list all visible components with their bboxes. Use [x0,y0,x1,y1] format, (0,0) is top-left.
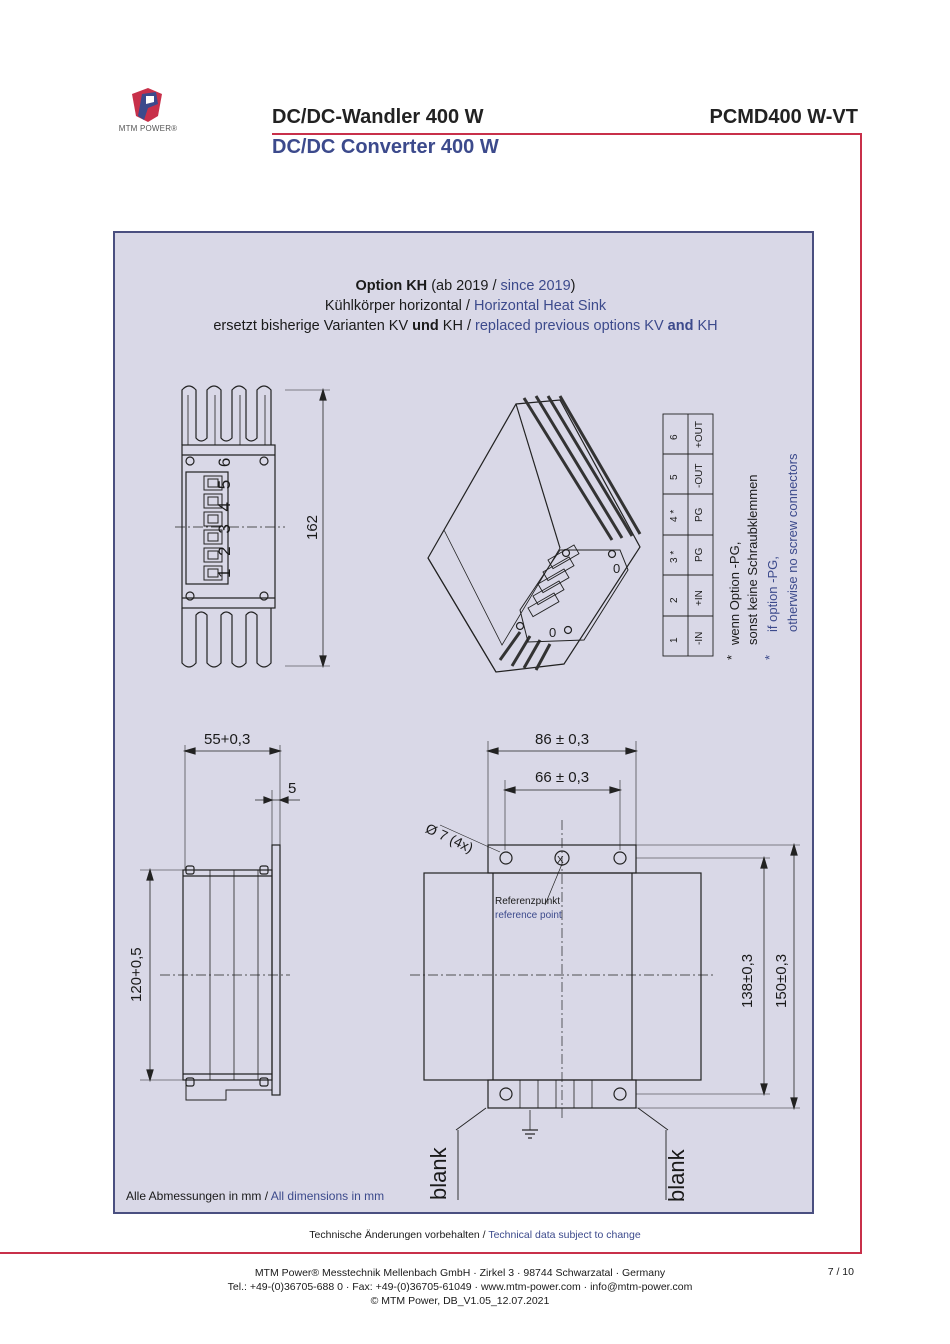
pin-6: 6 [669,434,680,440]
pin-3: 3 * [669,550,680,563]
note-de-2: sonst keine Schraubklemmen [745,474,760,645]
page-title-en: DC/DC Converter 400 W [272,136,499,158]
dim-162: 162 [304,514,321,540]
dim-front-outer-width: 86 ± 0,3 [535,731,590,748]
dim-front-inner-height: 138±0,3 [739,953,756,1008]
pin-fn-4: PG [694,507,705,522]
note-de-1: wenn Option -PG, [727,541,742,645]
iso-zero-b: 0 [549,625,557,640]
replaces-en-b: KH [697,318,718,334]
isometric-view [428,396,640,672]
option-paren-close: ) [570,278,576,294]
dim-side-height: 120+0,5 [128,947,145,1002]
pin-fn-5: -OUT [694,463,705,488]
terminal-numbers: 1 2 3 4 5 6 [215,453,234,578]
pin-5: 5 [669,474,680,480]
pin-1: 1 [669,637,680,643]
replaces-de-und: und [412,318,439,334]
dim-side-width: 55+0,3 [204,731,251,748]
ref-label-de: Referenzpunkt [495,896,561,907]
tech-note-en: Technical data subject to change [488,1229,641,1241]
page-footer [0,1266,920,1308]
option-label: Option KH [355,278,428,294]
footer-company: MTM Power® Messtechnik Mellenbach GmbH · Zirkel 3 · 98744 Schwarzatal · Germany [254,1267,666,1279]
replaces-de-a: ersetzt bisherige Varianten KV [213,318,409,334]
note-en-1: if option -PG, [765,556,780,632]
dimensions-note [126,1189,384,1203]
side-view [140,745,300,1100]
pin-fn-2: +IN [694,590,705,606]
pin-fn-6: +OUT [694,421,705,448]
heatsink-en: Horizontal Heat Sink [473,298,607,314]
pin-fn-3: PG [694,547,705,562]
page-title-de: DC/DC-Wandler 400 W [272,106,484,128]
dimensions-note-en: All dimensions in mm [270,1189,385,1203]
blank-right: blank [664,1149,689,1202]
dim-front-outer-height: 150±0,3 [773,953,790,1008]
ref-label-en: reference point [495,910,562,921]
footer-copyright: © MTM Power, DB_V1.05_12.07.2021 [370,1295,550,1307]
dim-side-flange: 5 [288,780,297,797]
replaces-en-and: and [667,318,694,334]
pin-table [663,414,713,656]
note-en-2: otherwise no screw connectors [785,453,800,632]
footer-contact: Tel.: +49-(0)36705-688 0 · Fax: +49-(0)36705-61049 · www.mtm-power.com · info@mtm-power.com [227,1281,693,1293]
dimensions-note-de: Alle Abmessungen in mm / [126,1189,269,1203]
dim-hole-diameter: Ø 7 (4x) [423,820,476,856]
blank-left: blank [426,1147,451,1200]
tech-note-de: Technische Änderungen vorbehalten / [309,1229,486,1241]
dim-front-inner-width: 66 ± 0,3 [535,769,590,786]
pin-4: 4 * [669,509,680,522]
model-number: PCMD400 W-VT [709,106,858,128]
pin-fn-1: -IN [694,631,705,645]
technical-changes-note [0,1229,950,1241]
iso-zero-a: 0 [613,561,621,576]
note-star-en: * [762,654,777,660]
ref-mark: X [557,855,564,866]
pin-2: 2 [669,597,680,603]
option-year-de: (ab 2019 / [431,278,497,294]
page-number: 7 / 10 [827,1266,854,1278]
replaces-en-a: replaced previous options KV [475,318,664,334]
option-year-en: since 2019 [500,278,571,294]
logo-text: MTM POWER® [118,124,178,133]
replaces-de-b: KH / [442,318,471,334]
note-star-de: * [724,654,739,660]
heatsink-de: Kühlkörper horizontal / [324,298,470,314]
